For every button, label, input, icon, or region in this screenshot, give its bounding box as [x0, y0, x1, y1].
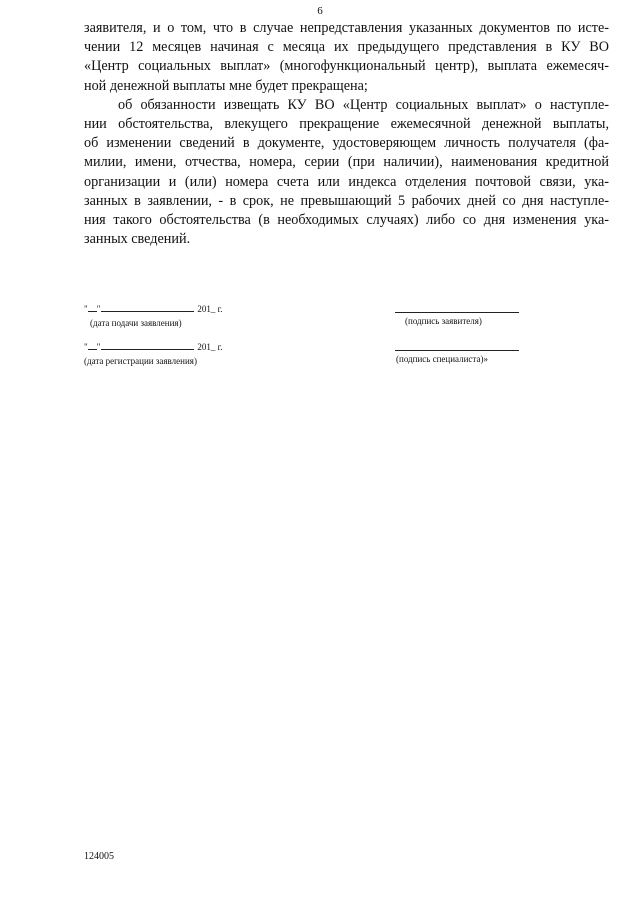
quote-close: "	[96, 342, 101, 352]
date-line	[84, 302, 244, 315]
applicant-signature-field	[385, 302, 520, 327]
text-line: «Центр социальных выплат» (многофункциональный центр), выплата ежемесяч-	[84, 58, 609, 75]
registration-date-field	[84, 340, 244, 367]
text-line: ния такого обстоятельства (в необходимых случаях) либо со дня изменения ука-	[84, 212, 609, 229]
day-blank	[88, 302, 97, 312]
month-blank	[101, 340, 194, 350]
signature-line	[395, 340, 519, 351]
text-line: чении 12 месяцев начиная с месяца их предыдущего представления в КУ ВО	[84, 39, 609, 56]
signature-line	[395, 302, 519, 313]
text-line: заявителя, и о том, что в случае непредставления указанных документов по исте-	[84, 20, 609, 36]
text-line: занных сведений.	[84, 231, 191, 248]
date-line	[84, 340, 244, 353]
text-line: занных в заявлении, - в срок, не превышающий 5 рабочих дней со дня наступле-	[84, 192, 609, 209]
quote-open: "	[84, 304, 88, 314]
year-suffix: г.	[217, 304, 223, 314]
month-blank	[101, 302, 194, 312]
year-value: 201_	[197, 304, 216, 314]
text-line: нии обстоятельства, влекущего прекращение ежемесячной денежной выплаты,	[84, 116, 609, 133]
day-blank	[88, 340, 97, 350]
body-text	[84, 19, 609, 249]
quote-close: "	[96, 304, 101, 314]
specialist-signature-field	[385, 340, 520, 365]
specialist-signature-caption: (подпись специалиста)»	[396, 354, 488, 364]
text-line: об обязанности извещать КУ ВО «Центр социальных выплат» о наступле-	[118, 96, 609, 113]
page-number: 6	[317, 5, 323, 17]
submission-date-caption: (дата подачи заявления)	[90, 318, 182, 328]
text-line: ной денежной выплаты мне будет прекращена;	[84, 77, 368, 94]
text-line: об изменении сведений в документе, удостоверяющем личность получателя (фа-	[84, 135, 609, 152]
quote-open: "	[84, 342, 88, 352]
submission-date-field	[84, 302, 244, 329]
paragraph-2	[84, 96, 609, 250]
year-suffix: г.	[217, 342, 223, 352]
document-code: 124005	[84, 851, 114, 862]
registration-date-caption: (дата регистрации заявления)	[84, 356, 197, 366]
text-line: организации и (или) номера счета или индекса отделения почтовой связи, ука-	[84, 173, 609, 190]
year-value: 201_	[197, 342, 216, 352]
text-line: милии, имени, отчества, номера, серии (при наличии), наименования кредитной	[84, 154, 609, 171]
applicant-signature-caption: (подпись заявителя)	[405, 316, 482, 326]
paragraph-1	[84, 19, 609, 96]
